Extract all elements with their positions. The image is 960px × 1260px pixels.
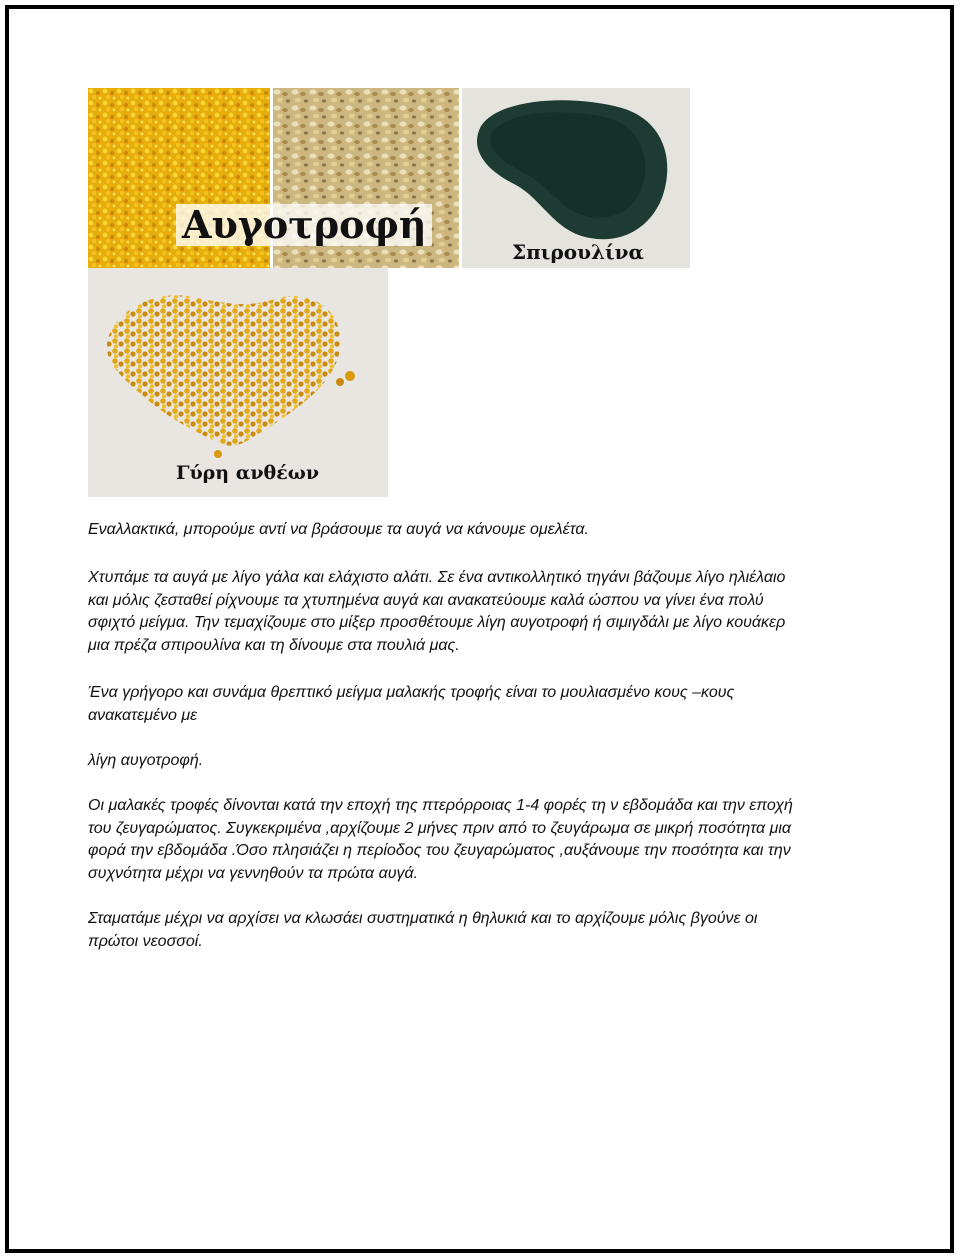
- text-line: Εναλλακτικά, μπορούμε αντί να βράσουμε τα αυγά να κάνουμε ομελέτα.: [88, 521, 589, 538]
- text-line: λίγη αυγοτροφή.: [88, 752, 204, 769]
- text-line: ανακατεμένο με: [88, 706, 198, 724]
- text-line: Χτυπάμε τα αυγά με λίγο γάλα και ελάχιστο αλάτι. Σε ένα αντικολλητικό τηγάνι βάζουμε λίγο ηλιέλαιο: [88, 569, 786, 586]
- text-line: του ζευγαρώματος. Συγκεκριμένα ,αρχίζουμε 2 μήνες πριν από το ζευγάρωμα σε μικρή ποσότητα μια: [88, 819, 792, 837]
- spirulina-caption: Σπιρουλίνα: [512, 240, 644, 264]
- egg-food-caption: Αυγοτροφή: [176, 204, 432, 246]
- text-line: συχνότητα μέχρι να γεννηθούν τα πρώτα αυγά.: [88, 864, 419, 882]
- paragraph-stop-feeding: [88, 908, 878, 953]
- text-line: σφιχτό μείγμα. Την τεμαχίζουμε στο μίξερ προσθέτουμε λίγη αυγοτροφή ή σιμιγδάλι με λίγο κουάκερ: [88, 614, 786, 631]
- paragraph-feeding-schedule: [88, 795, 878, 885]
- text-line: Ένα γρήγορο και συνάμα θρεπτικό μείγμα μαλακής τροφής είναι το μουλιασμένο κους –κους: [88, 684, 735, 701]
- text-line: Σταματάμε μέχρι να αρχίσει να κλωσάει συστηματικά η θηλυκιά και το αρχίζουμε μόλις βγούνε οι: [88, 910, 758, 927]
- text-line: μια πρέζα σπιρουλίνα και τη δίνουμε στα πουλιά μας.: [88, 636, 460, 654]
- paragraph-egg-food-note: [88, 750, 878, 773]
- paragraph-couscous-mix: [88, 682, 878, 727]
- text-line: πρώτοι νεοσσοί.: [88, 932, 203, 950]
- text-line: Οι μαλακές τροφές δίνονται κατά την εποχή της πτερόρροιας 1-4 φορές τη ν εβδομάδα και την εποχή: [88, 797, 793, 814]
- text-line: φορά την εβδομάδα .Όσο πλησιάζει η περίοδος του ζευγαρώματος ,αυξάνουμε την ποσότητα και την: [88, 842, 791, 859]
- bee-pollen-caption: Γύρη ανθέων: [176, 462, 320, 484]
- paragraph-omelette-instructions: [88, 567, 878, 657]
- paragraph-omelette-alternative: [88, 519, 878, 542]
- text-line: και μόλις ζεσταθεί ρίχνουμε τα χτυπημένα αυγά και ανακατεύουμε καλά ώσπου να γίνει ένα πολύ: [88, 591, 764, 609]
